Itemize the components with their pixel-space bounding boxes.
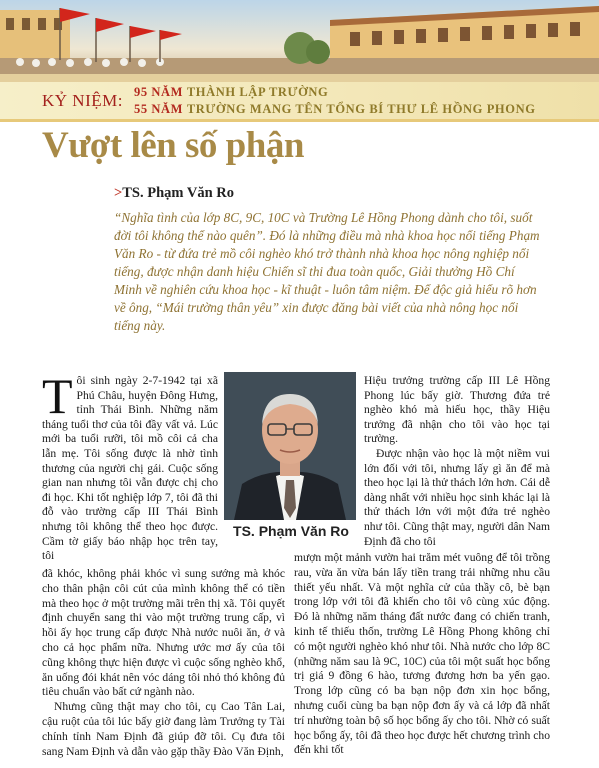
article-title: Vượt lên số phận	[42, 125, 304, 166]
author-portrait	[224, 372, 356, 520]
byline-marker: >	[114, 185, 123, 201]
body-text: ôi sinh ngày 2-7-1942 tại xã Phú Châu, huyện Đông Hưng, tỉnh Thái Bình. Những năm tháng tuổi thơ của tôi đầy vất vả. Lúc mới ba tuổi rưỡi, tôi mồ côi cả cha lẫn mẹ. Tôi sống được là nhờ tình thương của người chị gái. Cuộc sống gian nan nhưng tôi vẫn được chị cho đi học. Khi tốt nghiệp lớp 7, tôi đã thi đỗ vào trường cấp III Thái Bình nhưng tôi không thể theo học được. Cầm tờ giấy báo nhập học trên tay, tôi	[42, 374, 218, 563]
body-paragraph: Được nhận vào học là một niềm vui lớn đối với tôi, nhưng lấy gì ăn để mà theo học lại là thử thách lớn hơn. Cái dễ dàng nhất với nhiều học sinh khác lại là thử thách lớn với một đứa trẻ nghèo như tôi. Cũng thật may, người dân Nam Định đã cho tôi	[364, 446, 550, 548]
band-line-2-text: TRƯỜNG MANG TÊN TỔNG BÍ THƯ LÊ HỒNG PHONG	[186, 102, 536, 116]
header-banner	[0, 0, 599, 82]
author-name: TS. Phạm Văn Ro	[122, 185, 234, 201]
portrait-caption: TS. Phạm Văn Ro	[233, 523, 349, 539]
band-line-2	[134, 102, 536, 117]
band-line-2-number: 55 NĂM	[134, 102, 184, 116]
band-line-1-text: THÀNH LẬP TRƯỜNG	[186, 85, 329, 99]
author-byline	[114, 185, 234, 202]
body-paragraph	[42, 368, 218, 564]
band-line-1-number: 95 NĂM	[134, 85, 184, 99]
article-lead: “Nghĩa tình của lớp 8C, 9C, 10C và Trường Lê Hồng Phong dành cho tôi, suốt đời tôi không thể nào quên”. Đó là những điều mà nhà khoa học nổi tiếng Phạm Văn Ro - từ đứa trẻ mồ côi nghèo khó trở thành nhà khoa học nông nghiệp nổi tiếng, được nhận danh hiệu Chiến sĩ thi đua toàn quốc, Giải thưởng Hồ Chí Minh về nghiên cứu khoa học - kĩ thuật - luôn tâm niệm. Để độc giả hiểu rõ hơn về ông, “Mái trường thân yêu” xin được đăng bài viết của nhà nông học nổi tiếng này.	[114, 210, 540, 333]
body-paragraph: Hiệu trưởng trường cấp III Lê Hồng Phong lúc bấy giờ. Thương đứa trẻ nghèo khó mà hiếu học, thầy Hiệu trưởng đã nhận cho tôi vào học tại trường.	[364, 374, 550, 446]
anniversary-band	[0, 82, 599, 122]
body-paragraph: đã khóc, không phải khóc vì sung sướng mà khóc cho thân phận côi cút của mình không thể có tiền mà theo học ở một trường mãi trên thị xã. Tôi quyết định chuyển sang thi vào một trường trung cấp, vì hồi ấy học trung cấp được Nhà nước nuôi ăn, ở và cho cả học phẩm nữa. Nhưng ước mơ ấy của tôi cũng không thực hiện được vì cuộc sống nghèo khổ, ăn uống đói khát nên vóc dáng tôi nhỏ thó không đủ tiêu chuẩn vào bất cứ ngành nào.	[42, 567, 285, 699]
column-left-lower	[42, 567, 285, 759]
column-right-lower	[294, 551, 550, 758]
column-right	[364, 374, 550, 549]
column-left	[42, 368, 218, 564]
body-paragraph: mượn một mảnh vườn hai trăm mét vuông để tôi trồng rau, vừa ăn vừa bán lấy tiền trang trải những nhu cầu thiết yếu nhất. Và một nghĩa cử của thầy cô, bè bạn trong lớp với tôi đã khiến cho tôi vô cùng xúc động. Đó là những năm tháng đất nước đang có chiến tranh, kinh tế thiếu thốn, trường Lê Hồng Phong không chỉ có một người nghèo khó như tôi. Nhà nước cho lớp 8C (những năm sau là 9C, 10C) của tôi một suất học bổng trị giá 9 đồng 6 hào, tương đương hơn ba yến gạo. Trong lớp cũng có ba bạn nộp đơn xin học bổng, nhưng cuối cùng ba bạn nộp đơn ấy và cả lớp đã nhất trí nhường toàn bộ số học bổng ấy cho tôi. Nhờ có suất học bổng ấy, tôi đã theo học được hết chương trình cho đến khi tốt	[294, 551, 550, 757]
body-paragraph: Nhưng cũng thật may cho tôi, cụ Cao Tân Lai, cậu ruột của tôi lúc bấy giờ đang làm Trưởng ty Tài chính tỉnh Nam Định đã giúp đỡ tôi. Cụ đưa tôi sang Nam Định và dẫn vào gặp thầy Đào Văn Định,	[42, 700, 285, 758]
drop-cap: T	[42, 368, 73, 424]
school-photo-illustration	[0, 0, 599, 82]
band-prefix: KỶ NIỆM:	[42, 91, 123, 110]
portrait-illustration	[224, 372, 356, 520]
band-line-1	[134, 85, 328, 100]
